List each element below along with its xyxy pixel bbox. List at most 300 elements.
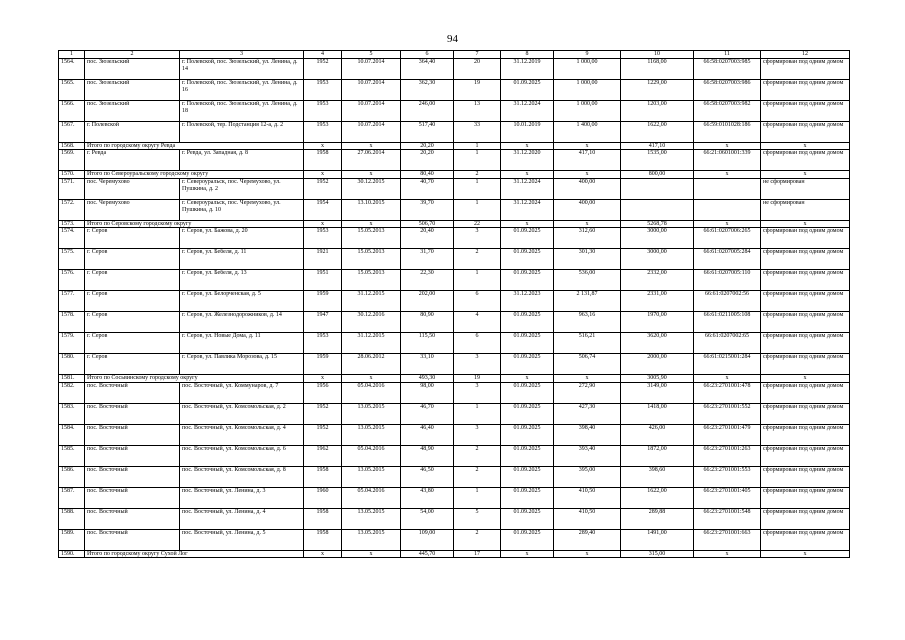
cell-c1: 1564. (59, 58, 85, 79)
cell-c7: 33 (454, 121, 501, 142)
table-row (59, 508, 850, 529)
cell-c8: 01.09.2025 (501, 79, 554, 100)
cell-c7: 6 (454, 291, 501, 312)
cell-c8: x (501, 375, 554, 383)
cell-c6: 33,10 (401, 354, 454, 375)
cell-c4: 1952 (304, 58, 342, 79)
cell-c7: 2 (454, 445, 501, 466)
row-number: 1590. (59, 550, 85, 558)
cell-c9: 398,40 (554, 424, 621, 445)
cell-c11: 66:61:0207005:110 (694, 270, 761, 291)
cell-c8: x (501, 142, 554, 150)
cell-c4: x (304, 220, 342, 228)
cell-c4: x (304, 375, 342, 383)
cell-c9: 427,30 (554, 403, 621, 424)
cell-c1: 1578. (59, 312, 85, 333)
cell-c5: x (342, 142, 401, 150)
cell-c3: пос. Восточный, ул. Комсомольская, д. 4 (180, 424, 304, 445)
cell-c1: 1584. (59, 424, 85, 445)
cell-c7: 17 (454, 550, 501, 558)
cell-c7: 3 (454, 228, 501, 249)
cell-c11: 66:21:0601001:339 (694, 150, 761, 171)
cell-c7: 3 (454, 354, 501, 375)
cell-c7: 6 (454, 333, 501, 354)
cell-c4: x (304, 171, 342, 179)
cell-c8: 01.09.2025 (501, 424, 554, 445)
cell-c12: не сформирован (761, 178, 850, 199)
cell-c9: x (554, 550, 621, 558)
cell-c8: 10.01.2019 (501, 121, 554, 142)
cell-c3: пос. Восточный, ул. Комсомольская, д. 8 (180, 466, 304, 487)
cell-c1: 1588. (59, 508, 85, 529)
cell-c2: г. Полевской (85, 121, 180, 142)
cell-c8: x (501, 171, 554, 179)
cell-c6: 46,40 (401, 424, 454, 445)
table-row (59, 403, 850, 424)
cell-c1: 1572. (59, 199, 85, 220)
cell-c5: 31.12.2015 (342, 333, 401, 354)
cell-c2: г. Ревда (85, 150, 180, 171)
cell-c9: 410,50 (554, 487, 621, 508)
cell-c10: 1168,00 (621, 58, 694, 79)
cell-c12: сформирован под одним домом (761, 466, 850, 487)
cell-c5: 13.05.2015 (342, 403, 401, 424)
cell-c6: 54,00 (401, 508, 454, 529)
cell-c10: 1622,00 (621, 487, 694, 508)
cell-c7: 2 (454, 171, 501, 179)
cell-c5: 15.05.2013 (342, 249, 401, 270)
cell-c4: 1947 (304, 312, 342, 333)
cell-c2: пос. Черемухово (85, 199, 180, 220)
cell-c1: 1565. (59, 79, 85, 100)
cell-c2: пос. Зюзельский (85, 58, 180, 79)
cell-c3: пос. Восточный, ул. Комсомольская, д. 6 (180, 445, 304, 466)
cell-c6: 364,40 (401, 58, 454, 79)
row-number: 1568. (59, 142, 85, 150)
cell-c6: 517,40 (401, 121, 454, 142)
cell-c11: 66:61:0207005:284 (694, 249, 761, 270)
cell-c1: 1566. (59, 100, 85, 121)
cell-c10: 3149,00 (621, 382, 694, 403)
cell-c9: 272,90 (554, 382, 621, 403)
cell-c2: г. Серов (85, 249, 180, 270)
cell-c8: 31.12.2024 (501, 178, 554, 199)
cell-c1: 1576. (59, 270, 85, 291)
cell-c6: 40,70 (401, 178, 454, 199)
cell-c9: 1 000,00 (554, 58, 621, 79)
cell-c11 (694, 178, 761, 199)
header-row (59, 51, 850, 59)
total-row (59, 171, 850, 179)
header-cell: 12 (761, 51, 850, 59)
cell-c6: 80,40 (401, 171, 454, 179)
cell-c9: 536,00 (554, 270, 621, 291)
cell-c4: 1952 (304, 178, 342, 199)
cell-c1: 1567. (59, 121, 85, 142)
header-cell: 10 (621, 51, 694, 59)
cell-c9: x (554, 375, 621, 383)
cell-c8: 01.09.2025 (501, 403, 554, 424)
header-cell: 7 (454, 51, 501, 59)
cell-c4: 1958 (304, 466, 342, 487)
cell-c9: 1 000,00 (554, 79, 621, 100)
cell-c7: 20 (454, 58, 501, 79)
cell-c12: сформирован под одним домом (761, 382, 850, 403)
header-cell: 1 (59, 51, 85, 59)
cell-c8: 31.12.2023 (501, 291, 554, 312)
cell-c12: сформирован под одним домом (761, 508, 850, 529)
cell-c10: 1229,00 (621, 79, 694, 100)
cell-c4: 1951 (304, 270, 342, 291)
total-row (59, 375, 850, 383)
cell-c1: 1583. (59, 403, 85, 424)
cell-c10: 1418,00 (621, 403, 694, 424)
table-row (59, 445, 850, 466)
cell-c2: пос. Восточный (85, 445, 180, 466)
cell-c7: 3 (454, 382, 501, 403)
cell-c3: г. Ревда, ул. Западная, д. 8 (180, 150, 304, 171)
cell-c6: 115,50 (401, 333, 454, 354)
cell-c3: г. Серов, ул. Бажова, д. 20 (180, 228, 304, 249)
cell-c5: x (342, 220, 401, 228)
cell-c1: 1580. (59, 354, 85, 375)
cell-c11: 66:23:2701001:552 (694, 403, 761, 424)
cell-c10: 3000,00 (621, 249, 694, 270)
cell-c11: x (694, 375, 761, 383)
cell-c6: 31,70 (401, 249, 454, 270)
cell-c11: 66:23:2701001:405 (694, 487, 761, 508)
cell-c11: 66:58:0207003:985 (694, 58, 761, 79)
cell-c6: 43,80 (401, 487, 454, 508)
table-row (59, 249, 850, 270)
cell-c12: x (761, 171, 850, 179)
cell-c10 (621, 199, 694, 220)
cell-c9: x (554, 220, 621, 228)
cell-c12: не сформирован (761, 199, 850, 220)
cell-c9: 1 000,00 (554, 100, 621, 121)
cell-c10: 1491,00 (621, 529, 694, 550)
register-table (58, 50, 850, 558)
cell-c5: x (342, 550, 401, 558)
table-row (59, 529, 850, 550)
cell-c7: 22 (454, 220, 501, 228)
cell-c9: 393,40 (554, 445, 621, 466)
cell-c5: x (342, 375, 401, 383)
cell-c3: г. Серов, ул. Новые Дома, д. 11 (180, 333, 304, 354)
cell-c5: 31.12.2015 (342, 291, 401, 312)
cell-c9: 410,50 (554, 508, 621, 529)
cell-c1: 1585. (59, 445, 85, 466)
cell-c11: x (694, 142, 761, 150)
cell-c10: 417,10 (621, 142, 694, 150)
cell-c7: 1 (454, 487, 501, 508)
cell-c12: x (761, 375, 850, 383)
cell-c12: сформирован под одним домом (761, 228, 850, 249)
cell-c7: 1 (454, 270, 501, 291)
cell-c2: пос. Зюзельский (85, 100, 180, 121)
cell-c12: сформирован под одним домом (761, 58, 850, 79)
cell-c11: 66:58:0207003:986 (694, 79, 761, 100)
cell-c1: 1582. (59, 382, 85, 403)
cell-c10: 1622,00 (621, 121, 694, 142)
cell-c5: 05.04.2016 (342, 382, 401, 403)
cell-c10: 2332,00 (621, 270, 694, 291)
cell-c10: 2331,00 (621, 291, 694, 312)
cell-c9: 400,00 (554, 199, 621, 220)
cell-c11: 66:23:2701001:548 (694, 508, 761, 529)
cell-c7: 3 (454, 424, 501, 445)
cell-c12: x (761, 220, 850, 228)
table-row (59, 270, 850, 291)
cell-c12: сформирован под одним домом (761, 312, 850, 333)
cell-c4: 1958 (304, 529, 342, 550)
cell-c8: 31.12.2024 (501, 100, 554, 121)
cell-c4: 1953 (304, 100, 342, 121)
cell-c1: 1577. (59, 291, 85, 312)
cell-c8: 01.09.2025 (501, 270, 554, 291)
table-row (59, 424, 850, 445)
table-row (59, 466, 850, 487)
cell-c11: 66:23:2701001:263 (694, 445, 761, 466)
cell-c10: 3000,00 (621, 228, 694, 249)
cell-c11: 66:61:0211005:108 (694, 312, 761, 333)
cell-c6: 246,00 (401, 100, 454, 121)
table-row (59, 121, 850, 142)
cell-c1: 1575. (59, 249, 85, 270)
cell-c5: 28.06.2012 (342, 354, 401, 375)
cell-c5: 30.12.2015 (342, 178, 401, 199)
cell-c4: 1959 (304, 354, 342, 375)
cell-c1: 1589. (59, 529, 85, 550)
cell-c7: 1 (454, 403, 501, 424)
cell-c8: 01.09.2025 (501, 508, 554, 529)
header-cell: 6 (401, 51, 454, 59)
cell-c2: пос. Восточный (85, 508, 180, 529)
cell-c6: 202,00 (401, 291, 454, 312)
cell-c11: 66:59:0101028:186 (694, 121, 761, 142)
table-row (59, 291, 850, 312)
cell-c6: 20,20 (401, 150, 454, 171)
header-cell: 2 (85, 51, 180, 59)
table-row (59, 354, 850, 375)
total-label: Итого по Североуральскому городскому округу (85, 171, 304, 179)
total-row (59, 142, 850, 150)
cell-c3: г. Полевской, пос. Зюзельский, ул. Ленина, д. 18 (180, 100, 304, 121)
cell-c2: г. Серов (85, 270, 180, 291)
cell-c12: сформирован под одним домом (761, 79, 850, 100)
cell-c7: 2 (454, 466, 501, 487)
cell-c7: 19 (454, 375, 501, 383)
cell-c7: 13 (454, 100, 501, 121)
cell-c12: сформирован под одним домом (761, 333, 850, 354)
cell-c5: 13.05.2015 (342, 424, 401, 445)
cell-c10: 1872,00 (621, 445, 694, 466)
cell-c4: 1958 (304, 150, 342, 171)
cell-c2: пос. Восточный (85, 487, 180, 508)
cell-c3: пос. Восточный, ул. Ленина, д. 4 (180, 508, 304, 529)
cell-c3: г. Полевской, пос. Зюзельский, ул. Ленина, д. 16 (180, 79, 304, 100)
cell-c8: 01.09.2025 (501, 333, 554, 354)
cell-c11: x (694, 171, 761, 179)
header-cell: 11 (694, 51, 761, 59)
table-row (59, 382, 850, 403)
total-label: Итого по городскому округу Сухой Лог (85, 550, 304, 558)
cell-c10: 289,88 (621, 508, 694, 529)
cell-c3: г. Североуральск, пос. Черемухово, ул. Пушкина, д. 2 (180, 178, 304, 199)
cell-c12: сформирован под одним домом (761, 121, 850, 142)
table-row (59, 199, 850, 220)
cell-c8: 01.09.2025 (501, 466, 554, 487)
cell-c6: 506,70 (401, 220, 454, 228)
cell-c8: 31.12.2019 (501, 58, 554, 79)
cell-c7: 1 (454, 178, 501, 199)
cell-c12: x (761, 550, 850, 558)
cell-c12: сформирован под одним домом (761, 150, 850, 171)
cell-c10: 5268,78 (621, 220, 694, 228)
cell-c3: г. Североуральск, пос. Черемухово, ул. Пушкина, д. 10 (180, 199, 304, 220)
cell-c4: 1921 (304, 249, 342, 270)
cell-c9: 312,60 (554, 228, 621, 249)
table-row (59, 333, 850, 354)
table-row (59, 178, 850, 199)
cell-c7: 1 (454, 150, 501, 171)
cell-c5: 30.12.2016 (342, 312, 401, 333)
cell-c7: 2 (454, 249, 501, 270)
cell-c8: 01.09.2025 (501, 228, 554, 249)
row-number: 1573. (59, 220, 85, 228)
cell-c10: 800,00 (621, 171, 694, 179)
cell-c4: 1956 (304, 382, 342, 403)
cell-c1: 1587. (59, 487, 85, 508)
row-number: 1570. (59, 171, 85, 179)
cell-c11: 66:23:2701001:663 (694, 529, 761, 550)
cell-c12: сформирован под одним домом (761, 249, 850, 270)
cell-c1: 1574. (59, 228, 85, 249)
cell-c11: 66:23:2701001:553 (694, 466, 761, 487)
header-cell: 8 (501, 51, 554, 59)
cell-c11: 66:23:2701001:479 (694, 424, 761, 445)
cell-c3: г. Серов, ул. Бебеля, д. 11 (180, 249, 304, 270)
cell-c10: 3620,00 (621, 333, 694, 354)
cell-c3: пос. Восточный, ул. Ленина, д. 3 (180, 487, 304, 508)
header-cell: 9 (554, 51, 621, 59)
cell-c6: 20,20 (401, 142, 454, 150)
cell-c9: 506,74 (554, 354, 621, 375)
cell-c5: 05.04.2016 (342, 487, 401, 508)
cell-c12: сформирован под одним домом (761, 354, 850, 375)
header-cell: 4 (304, 51, 342, 59)
cell-c6: 362,30 (401, 79, 454, 100)
cell-c2: пос. Восточный (85, 382, 180, 403)
cell-c3: г. Полевской, пос. Зюзельский, ул. Ленина, д. 14 (180, 58, 304, 79)
cell-c12: сформирован под одним домом (761, 403, 850, 424)
cell-c9: 395,00 (554, 466, 621, 487)
cell-c11: 66:61:0207002:65 (694, 333, 761, 354)
cell-c2: г. Серов (85, 291, 180, 312)
cell-c5: 13.10.2015 (342, 199, 401, 220)
total-label: Итого по Сосьвинскому городскому округу (85, 375, 304, 383)
header-cell: 5 (342, 51, 401, 59)
cell-c9: 963,16 (554, 312, 621, 333)
cell-c5: 10.07.2014 (342, 58, 401, 79)
cell-c12: сформирован под одним домом (761, 445, 850, 466)
cell-c9: 1 400,00 (554, 121, 621, 142)
total-row (59, 220, 850, 228)
cell-c8: x (501, 220, 554, 228)
page-number: 94 (447, 33, 458, 45)
cell-c5: 10.07.2014 (342, 79, 401, 100)
cell-c2: г. Серов (85, 228, 180, 249)
cell-c8: 01.09.2025 (501, 249, 554, 270)
cell-c7: 2 (454, 529, 501, 550)
cell-c6: 48,90 (401, 445, 454, 466)
cell-c3: г. Серов, ул. Павлика Морозова, д. 15 (180, 354, 304, 375)
cell-c11: x (694, 550, 761, 558)
cell-c12: сформирован под одним домом (761, 270, 850, 291)
cell-c2: г. Серов (85, 333, 180, 354)
cell-c7: 4 (454, 312, 501, 333)
cell-c4: 1958 (304, 508, 342, 529)
cell-c6: 445,70 (401, 550, 454, 558)
cell-c2: пос. Восточный (85, 529, 180, 550)
table-row (59, 312, 850, 333)
cell-c9: 516,21 (554, 333, 621, 354)
cell-c4: 1960 (304, 487, 342, 508)
cell-c12: x (761, 142, 850, 150)
cell-c7: 5 (454, 508, 501, 529)
cell-c4: x (304, 142, 342, 150)
cell-c4: 1959 (304, 291, 342, 312)
header-cell: 3 (180, 51, 304, 59)
cell-c11: 66:61:0207006:265 (694, 228, 761, 249)
cell-c3: г. Серов, ул. Бебеля, д. 13 (180, 270, 304, 291)
cell-c12: сформирован под одним домом (761, 424, 850, 445)
table-row (59, 228, 850, 249)
cell-c11: 66:23:2701001:478 (694, 382, 761, 403)
cell-c9: x (554, 142, 621, 150)
cell-c4: 1953 (304, 228, 342, 249)
cell-c9: x (554, 171, 621, 179)
cell-c5: 15.05.2013 (342, 228, 401, 249)
cell-c5: 27.06.2014 (342, 150, 401, 171)
cell-c2: г. Серов (85, 354, 180, 375)
cell-c6: 39,70 (401, 199, 454, 220)
cell-c6: 46,70 (401, 403, 454, 424)
cell-c1: 1586. (59, 466, 85, 487)
cell-c6: 46,50 (401, 466, 454, 487)
cell-c10: 315,00 (621, 550, 694, 558)
cell-c10: 3005,90 (621, 375, 694, 383)
cell-c4: 1952 (304, 403, 342, 424)
cell-c10: 398,60 (621, 466, 694, 487)
cell-c6: 22,30 (401, 270, 454, 291)
cell-c10: 1203,00 (621, 100, 694, 121)
cell-c4: 1954 (304, 199, 342, 220)
cell-c8: 01.09.2025 (501, 529, 554, 550)
cell-c4: x (304, 550, 342, 558)
table-row (59, 487, 850, 508)
cell-c2: пос. Зюзельский (85, 79, 180, 100)
cell-c12: сформирован под одним домом (761, 529, 850, 550)
total-label: Итого по городскому округу Ревда (85, 142, 304, 150)
cell-c11: x (694, 220, 761, 228)
cell-c7: 1 (454, 199, 501, 220)
cell-c1: 1579. (59, 333, 85, 354)
cell-c10: 1535,00 (621, 150, 694, 171)
cell-c11: 66:61:0207002:56 (694, 291, 761, 312)
table-row (59, 58, 850, 79)
cell-c12: сформирован под одним домом (761, 487, 850, 508)
